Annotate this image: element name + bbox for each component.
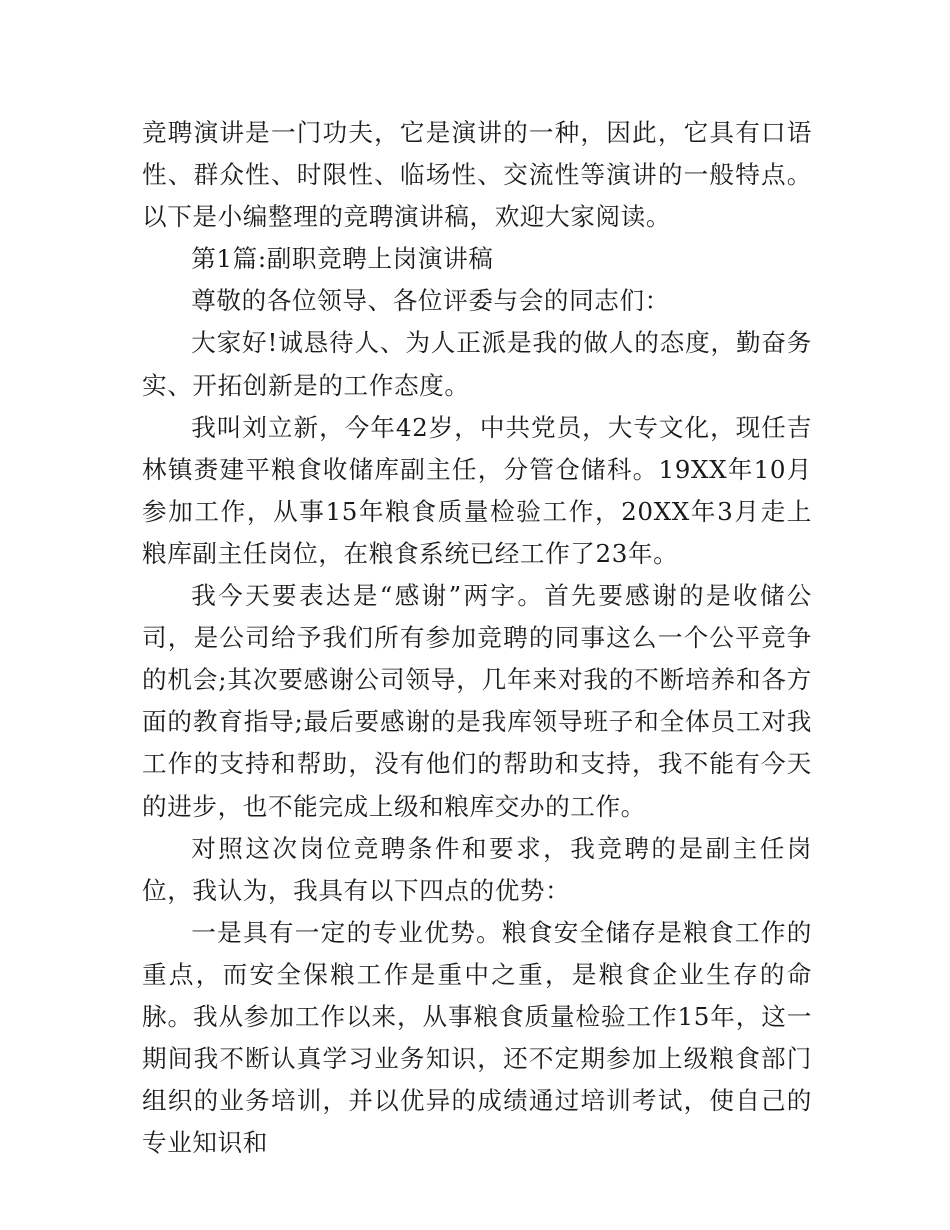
greeting-paragraph: 大家好!诚恳待人、为人正派是我的做人的态度，勤奋务实、开拓创新是的工作态度。 (142, 328, 812, 400)
advantage-one-paragraph: 一是具有一定的专业优势。粮食安全储存是粮食工作的重点，而安全保粮工作是重中之重，是粮食企业生存的命脉。我从参加工作以来，从事粮食质量检验工作15年，这一期间我不断认真学习业务知识，还不定期参加上级粮食部门组织的业务培训，并以优异的成绩通过培训考试，使自己的专业知识和 (142, 917, 812, 1158)
intro-paragraph: 竞聘演讲是一门功夫，它是演讲的一种，因此，它具有口语性、群众性、时限性、临场性、交流性等演讲的一般特点。以下是小编整理的竞聘演讲稿，欢迎大家阅读。 (142, 118, 812, 232)
salutation: 尊敬的各位领导、各位评委与会的同志们： (191, 286, 670, 316)
section-title: 第1篇:副职竞聘上岗演讲稿 (191, 244, 494, 274)
thanks-paragraph: 我今天要表达是“感谢”两字。首先要感谢的是收储公司，是公司给予我们所有参加竞聘的同事这么一个公平竞争的机会;其次要感谢公司领导，几年来对我的不断培养和各方面的教育指导;最后要感谢的是我库领导班子和全体员工对我工作的支持和帮助，没有他们的帮助和支持，我不能有今天的进步，也不能完成上级和粮库交办的工作。 (142, 581, 812, 821)
document-page (142, 112, 812, 1164)
advantages-intro-paragraph: 对照这次岗位竞聘条件和要求，我竞聘的是副主任岗位，我认为，我具有以下四点的优势： (142, 833, 812, 905)
self-introduction-paragraph: 我叫刘立新，今年42岁，中共党员，大专文化，现任吉林镇赉建平粮食收储库副主任，分管仓储科。19XX年10月参加工作，从事15年粮食质量检验工作，20XX年3月走上粮库副主任岗位，在粮食系统已经工作了23年。 (142, 412, 812, 568)
